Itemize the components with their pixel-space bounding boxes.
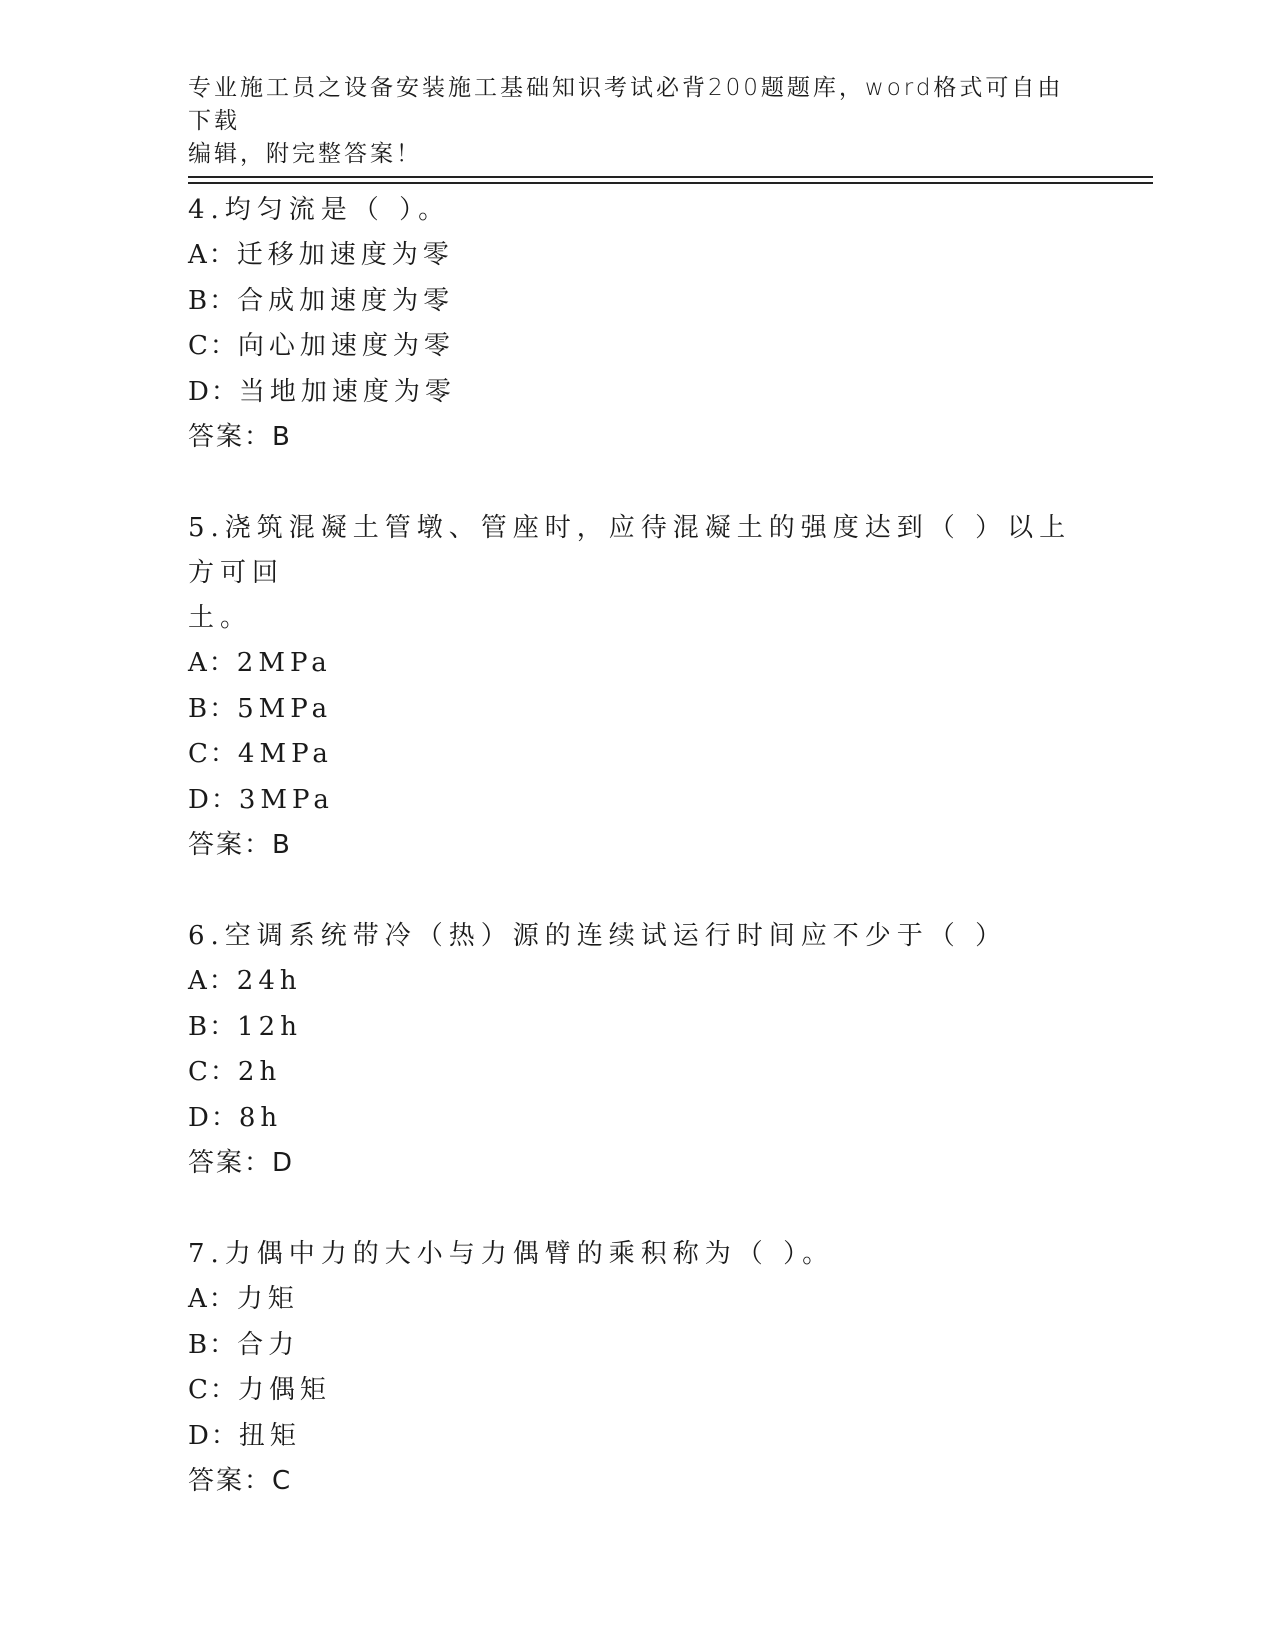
option-text: 24h <box>236 966 302 996</box>
option-d <box>188 370 1088 416</box>
question-7 <box>188 1232 1088 1504</box>
option-b <box>188 687 1088 733</box>
option-letter: C： <box>188 1057 238 1087</box>
option-d <box>188 1414 1088 1460</box>
option-text: 合成加速度为零 <box>237 285 455 316</box>
option-d <box>188 1096 1088 1142</box>
header-line-2: 编辑，附完整答案！ <box>188 141 422 167</box>
option-a <box>188 1277 1088 1323</box>
option-letter: B： <box>188 1329 238 1360</box>
option-letter: C： <box>188 331 238 361</box>
option-c <box>188 1368 1088 1414</box>
answer-line: 答案：B <box>188 422 292 452</box>
question-spacer <box>188 460 1088 506</box>
option-text: 力偶矩 <box>237 1375 331 1405</box>
option-letter: B： <box>188 285 238 316</box>
option-letter: A： <box>188 240 237 270</box>
option-letter: A： <box>188 1284 237 1314</box>
question-stem-line-2: 土。 <box>188 603 253 633</box>
question-stem-line-1: 5.浇筑混凝土管墩、管座时，应待混凝土的强度达到（ ）以上方可回 <box>188 513 1072 588</box>
option-text: 2h <box>237 1057 282 1087</box>
option-letter: D： <box>188 1102 239 1133</box>
question-6 <box>188 914 1088 1186</box>
option-letter: C： <box>188 1375 238 1405</box>
header-divider-bottom <box>188 182 1153 184</box>
option-d <box>188 778 1088 824</box>
option-text: 12h <box>237 1011 302 1042</box>
option-text: 向心加速度为零 <box>237 331 455 361</box>
option-b <box>188 279 1088 325</box>
option-text: 4MPa <box>237 739 333 769</box>
option-b <box>188 1005 1088 1051</box>
question-4 <box>188 188 1088 460</box>
option-letter: C： <box>188 739 238 769</box>
option-letter: B： <box>188 693 238 724</box>
option-c <box>188 324 1088 370</box>
answer-line: 答案：B <box>188 830 292 860</box>
question-5 <box>188 506 1088 868</box>
option-text: 迁移加速度为零 <box>236 240 454 270</box>
option-a <box>188 959 1088 1005</box>
option-text: 合力 <box>237 1329 300 1360</box>
option-letter: A： <box>188 648 237 678</box>
question-list <box>188 188 1088 1504</box>
header-line-1: 专业施工员之设备安装施工基础知识考试必背200题题库，word格式可自由下载 <box>188 75 1064 134</box>
option-letter: B： <box>188 1011 238 1042</box>
option-text: 5MPa <box>237 693 333 724</box>
option-c <box>188 732 1088 778</box>
option-a <box>188 233 1088 279</box>
option-letter: D： <box>188 376 239 407</box>
option-text: 扭矩 <box>238 1420 301 1451</box>
option-letter: A： <box>188 966 237 996</box>
option-letter: D： <box>188 784 239 815</box>
answer-line: 答案：C <box>188 1466 293 1496</box>
option-text: 2MPa <box>236 648 332 678</box>
option-a <box>188 641 1088 687</box>
header-divider-top <box>188 176 1153 178</box>
option-text: 8h <box>238 1102 283 1133</box>
question-spacer <box>188 868 1088 914</box>
question-spacer <box>188 1186 1088 1232</box>
question-stem: 4.均匀流是（ ）。 <box>188 195 451 225</box>
option-b <box>188 1323 1088 1369</box>
question-stem: 7.力偶中力的大小与力偶臂的乘积称为（ ）。 <box>188 1239 835 1269</box>
option-text: 当地加速度为零 <box>238 376 456 407</box>
option-text: 力矩 <box>236 1284 299 1314</box>
option-text: 3MPa <box>238 784 334 815</box>
option-c <box>188 1050 1088 1096</box>
option-letter: D： <box>188 1420 239 1451</box>
question-stem: 6.空调系统带冷（热）源的连续试运行时间应不少于（ ） <box>188 921 1008 951</box>
answer-line: 答案：D <box>188 1148 295 1178</box>
document-header <box>188 72 1088 171</box>
